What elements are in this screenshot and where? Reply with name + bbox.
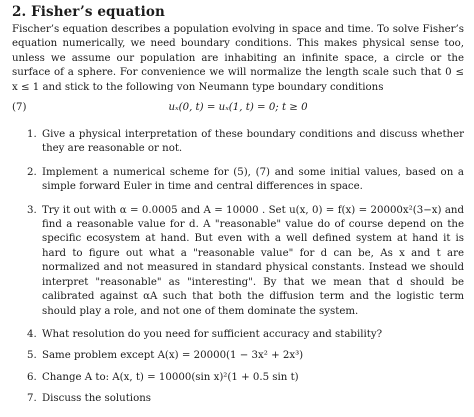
- task-number: 5.: [27, 350, 37, 362]
- boundary-equation: [12, 100, 464, 116]
- task-number: 2.: [27, 166, 37, 178]
- task-list: [12, 128, 464, 407]
- task-item-5: [12, 349, 464, 363]
- equation-text: uₓ(0, t) = uₓ(1, t) = 0; t ≥ 0: [168, 102, 308, 114]
- task-text: Discuss the solutions: [42, 393, 151, 405]
- section-title: 2. Fisher’s equation: [12, 4, 165, 20]
- task-number: 6.: [27, 371, 37, 383]
- equation-number: (7): [12, 102, 27, 114]
- task-text: Change A to: A(x, t) = 10000(sin x)²(1 + 0.5 sin t): [42, 371, 299, 383]
- intro-paragraph: Fischer’s equation describes a population evolving in space and time. To solve Fisher’s equation numerically, we need boundary conditions. This makes physical sense too, unless we assume our population are inhabiting an infinite space, a circle or the surface of a sphere. For convenience we will normalize the length scale such that 0 ≤ x ≤ 1 and stick to the following von Neumann type boundary conditions: [12, 24, 464, 93]
- task-number: 1.: [27, 129, 37, 141]
- task-text: Implement a numerical scheme for (5), (7) and some initial values, based on a simple forward Euler in time and central differences in space.: [42, 166, 464, 193]
- task-item-1: [12, 128, 464, 157]
- task-text: Same problem except A(x) = 20000(1 − 3x² + 2x³): [42, 350, 304, 362]
- task-text: Give a physical interpretation of these boundary conditions and discuss whether they are reasonable or not.: [42, 129, 464, 155]
- task-number: 4.: [27, 328, 37, 340]
- task-text: What resolution do you need for sufficient accuracy and stability?: [42, 328, 383, 340]
- task-item-6: [12, 371, 464, 385]
- task-item-2: [12, 166, 464, 195]
- task-item-7: [12, 392, 464, 406]
- task-text: Try it out with α = 0.0005 and A = 10000 . Set u(x, 0) = f(x) = 20000x²(3−x) and find a reasonable value for d. A "reasonable" value do of course depend on the specific ecosystem at hand. But even with a well defined system at hand it is hard to figure out what a "reasonable value" for d can be, As x and t are normalized and not measured in standard physical constants. Instead we should interpret "reasonable" as "interesting". By that we mean that d should be calibrated against αA such that both the diffusion term and the logistic term should play a role, and not one of them dominate the system.: [42, 204, 464, 317]
- task-item-4: [12, 328, 464, 342]
- task-item-3: [12, 204, 464, 319]
- task-number: 7.: [27, 393, 37, 405]
- task-number: 3.: [27, 204, 37, 216]
